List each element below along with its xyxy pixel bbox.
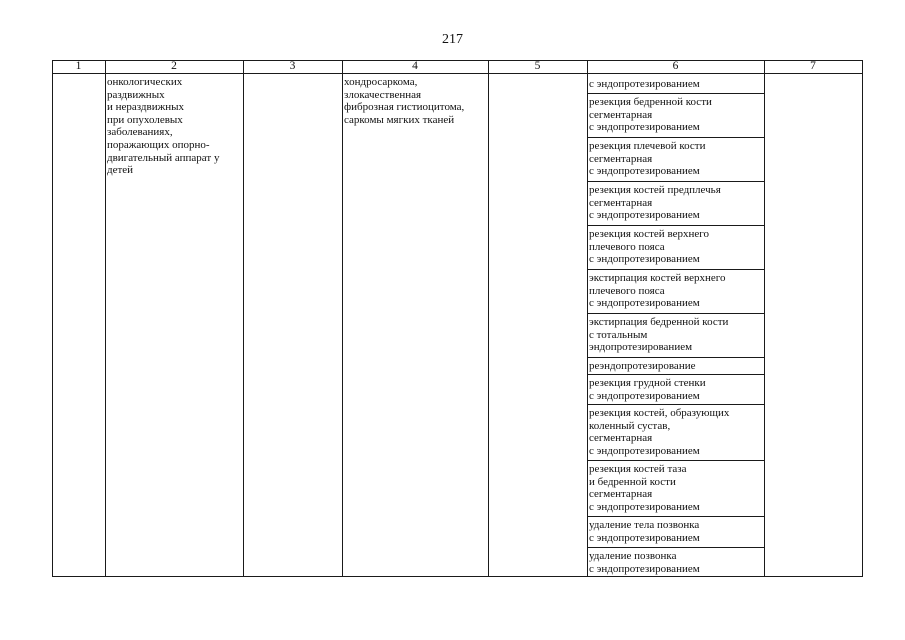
proc-separator (587, 269, 765, 270)
procedure-item: с эндопротезированием (589, 78, 700, 90)
col-border-7 (862, 60, 863, 577)
proc-separator (587, 313, 765, 314)
header-col-1: 1 (75, 60, 82, 72)
col-border-1 (105, 60, 106, 577)
procedure-item: экстирпация бедренной кости с тотальным эндопротезированием (589, 316, 729, 354)
procedure-item: резекция бедренной кости сегментарная с эндопротезированием (589, 96, 712, 134)
proc-separator (587, 404, 765, 405)
procedure-item: удаление тела позвонка с эндопротезированием (589, 519, 700, 544)
proc-separator (587, 374, 765, 375)
header-col-3: 3 (289, 60, 296, 72)
header-col-2: 2 (171, 60, 177, 72)
procedure-item: резекция плечевой кости сегментарная с эндопротезированием (589, 140, 706, 178)
table-bottom-border (52, 576, 863, 577)
header-col-4: 4 (412, 60, 418, 72)
header-col-6: 6 (672, 60, 679, 72)
proc-separator (587, 516, 765, 517)
procedure-item: резекция грудной стенки с эндопротезированием (589, 377, 706, 402)
col-border-0 (52, 60, 53, 577)
col-border-2 (243, 60, 244, 577)
proc-separator (587, 357, 765, 358)
col-border-4 (488, 60, 489, 577)
proc-separator (587, 181, 765, 182)
col4-text: хондросаркома, злокачественная фиброзная гистиоцитома, саркомы мягких тканей (344, 76, 465, 126)
procedure-item: резекция костей, образующих коленный сустав, сегментарная с эндопротезированием (589, 407, 730, 457)
header-col-5: 5 (534, 60, 541, 72)
procedure-item: резекция костей предплечья сегментарная с эндопротезированием (589, 184, 721, 222)
col-border-3 (342, 60, 343, 577)
col2-text: онкологических раздвижных и нераздвижных при опухолевых заболеваниях, поражающих опорно- двигательный аппарат у детей (107, 76, 220, 177)
procedure-item: резекция костей верхнего плечевого пояса с эндопротезированием (589, 228, 709, 266)
proc-separator (587, 93, 765, 94)
header-col-7: 7 (810, 60, 816, 72)
procedure-item: удаление позвонка с эндопротезированием (589, 550, 700, 575)
proc-separator (587, 225, 765, 226)
proc-separator (587, 547, 765, 548)
procedure-item: резекция костей таза и бедренной кости сегментарная с эндопротезированием (589, 463, 700, 513)
procedure-item: экстирпация костей верхнего плечевого пояса с эндопротезированием (589, 272, 726, 310)
procedure-item: реэндопротезирование (589, 360, 696, 372)
header-bottom-border (52, 73, 863, 74)
proc-separator (587, 460, 765, 461)
proc-separator (587, 137, 765, 138)
page-number: 217 (442, 32, 463, 47)
